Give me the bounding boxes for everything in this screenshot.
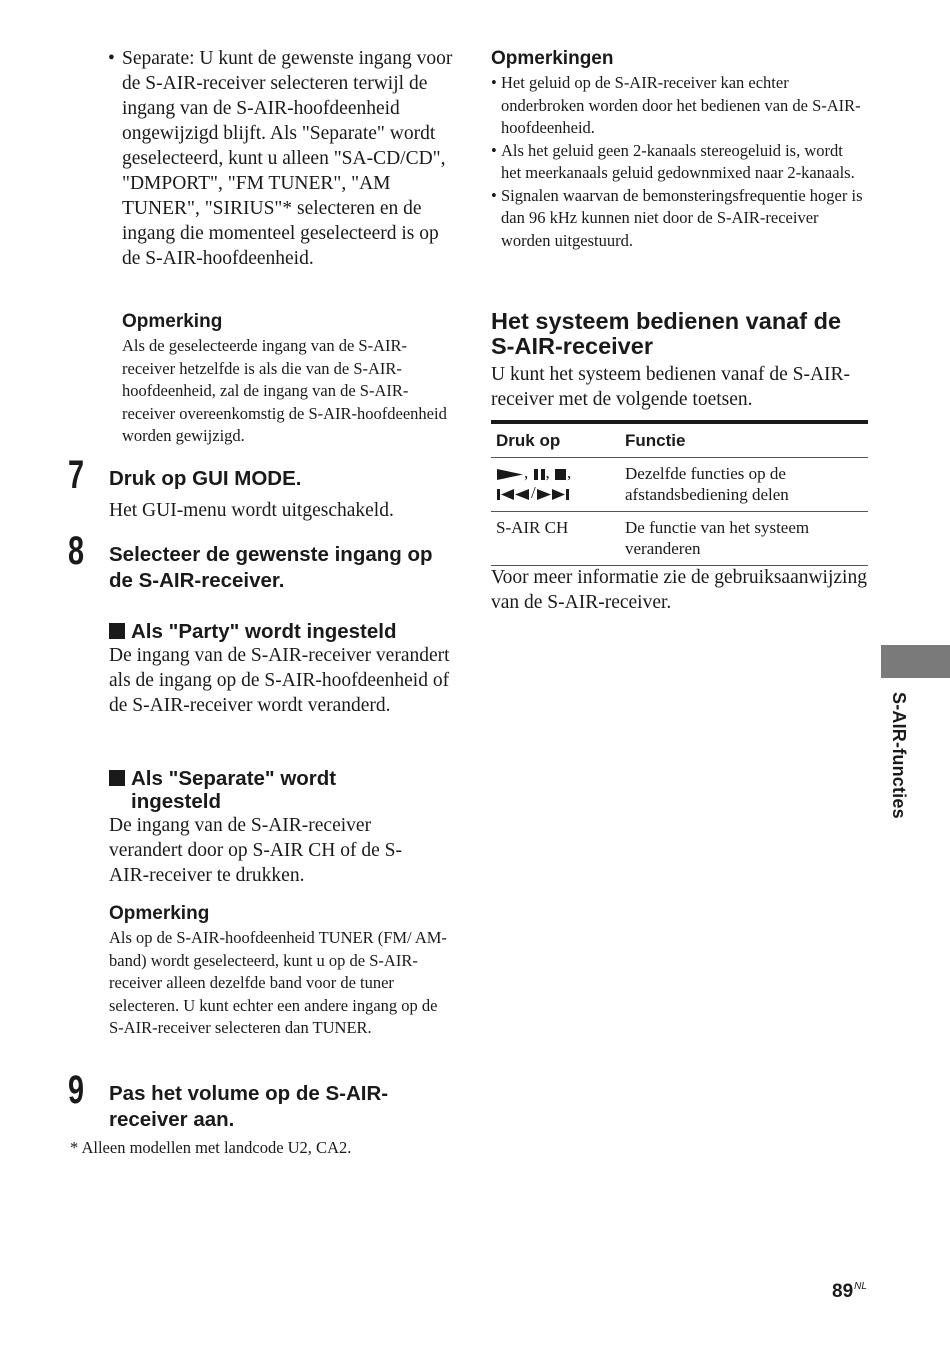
- play-icon: [496, 468, 524, 481]
- table-cell-function: De functie van het systeem veranderen: [625, 518, 810, 558]
- table-cell-keys: , , , /: [491, 463, 625, 505]
- stop-icon: [554, 468, 567, 481]
- subheading-separate-text: Als "Separate" wordt ingesteld: [131, 767, 337, 813]
- table-header-function: Functie: [625, 430, 686, 450]
- list-item: [491, 185, 866, 253]
- pause-icon: [533, 468, 546, 481]
- footnote: * Alleen modellen met landcode U2, CA2.: [70, 1138, 352, 1157]
- subheading-party: [109, 620, 454, 643]
- subheading-separate: [109, 767, 399, 813]
- section-title: Het systeem bedienen vanaf de S-AIR-receiver: [491, 308, 842, 359]
- bullet-dot: •: [491, 185, 497, 205]
- notes-heading: Opmerkingen: [491, 48, 614, 69]
- step-number-7: 7: [68, 453, 85, 497]
- step-7-body: Het GUI-menu wordt uitgeschakeld.: [109, 500, 394, 521]
- page-number-value: 89: [832, 1281, 854, 1302]
- note-text: Als het geluid geen 2-kanaals stereogeluid is, wordt het meerkanaals geluid gedownmixed naar 2-kanaals.: [501, 140, 855, 182]
- separate-body: De ingang van de S-AIR-receiver verandert door op S-AIR CH of de S-AIR-receiver te drukken.: [109, 815, 402, 886]
- note-heading: Opmerking: [109, 903, 210, 924]
- separate-bullet: [108, 46, 453, 271]
- chapter-side-label: S-AIR-functies: [889, 692, 909, 819]
- table-row: [491, 458, 868, 512]
- step-number-9: 9: [68, 1068, 85, 1112]
- step-7-title: Druk op GUI MODE.: [109, 467, 302, 490]
- notes-list: [491, 72, 866, 252]
- step-8-title: Selecteer de gewenste ingang op de S-AIR-receiver.: [109, 543, 433, 592]
- subheading-party-text: Als "Party" wordt ingesteld: [131, 620, 397, 643]
- list-item: [491, 140, 866, 185]
- list-item: [491, 72, 866, 140]
- step-9-title: Pas het volume op de S-AIR-receiver aan.: [109, 1082, 389, 1131]
- table-cell-keys: S-AIR CH: [496, 518, 569, 537]
- section-outro: Voor meer informatie zie de gebruiksaanwijzing van de S-AIR-receiver.: [491, 567, 867, 613]
- square-bullet-icon: [109, 623, 125, 639]
- bullet-dot: •: [491, 73, 497, 92]
- bullet-dot: •: [108, 48, 115, 69]
- table-row: [491, 512, 868, 566]
- controls-table: [491, 420, 868, 566]
- page-language: NL: [854, 1281, 867, 1292]
- party-body: De ingang van de S-AIR-receiver verandert als de ingang op de S-AIR-hoofdeenheid of de S-AIR-receiver wordt veranderd.: [109, 645, 450, 716]
- separate-bullet-text: Separate: U kunt de gewenste ingang voor de S-AIR-receiver selecteren terwijl de ingang van de S-AIR-hoofdeenheid ongewijzigd blijft. Als "Separate" wordt geselecteerd, kunt u alleen "SA-CD/CD", "DMPORT", "FM TUNER", "AM TUNER", "SIRIUS"* selecteren en de ingang die momenteel geselecteerd is op de S-AIR-hoofdeenheid.: [122, 48, 453, 269]
- note-heading: Opmerking: [122, 311, 223, 332]
- section-intro: U kunt het systeem bedienen vanaf de S-AIR-receiver met de volgende toetsen.: [491, 364, 851, 410]
- note-body: Als op de S-AIR-hoofdeenheid TUNER (FM/ AM-band) wordt geselecteerd, kunt u op de S-AIR-receiver alleen dezelfde band voor de tuner selecteren. U kunt echter een andere ingang op de S-AIR-receiver selecteren dan TUNER.: [109, 928, 447, 1037]
- page-number: [832, 1281, 867, 1303]
- note-text: Signalen waarvan de bemonsteringsfrequentie hoger is dan 96 kHz kunnen niet door de S-AIR-receiver worden uitgestuurd.: [501, 185, 863, 250]
- bullet-dot: •: [491, 140, 497, 160]
- previous-icon: [496, 488, 531, 501]
- square-bullet-icon: [109, 770, 125, 786]
- next-icon: [536, 488, 571, 501]
- table-header-press: Druk op: [496, 430, 561, 450]
- note-text: Het geluid op de S-AIR-receiver kan echter onderbroken worden door het bedienen van de S-AIR-hoofdeenheid.: [501, 73, 861, 137]
- table-cell-function: Dezelfde functies op de afstandsbediening delen: [625, 464, 789, 504]
- table-header-row: [491, 424, 868, 458]
- note-body: Als de geselecteerde ingang van de S-AIR-receiver hetzelfde is als die van de S-AIR-hoofdeenheid, zal de ingang van de S-AIR-receiver overeenkomstig de S-AIR-hoofdeenheid worden gewijzigd.: [122, 336, 447, 445]
- step-number-8: 8: [68, 529, 85, 573]
- chapter-tab-marker: [881, 645, 950, 678]
